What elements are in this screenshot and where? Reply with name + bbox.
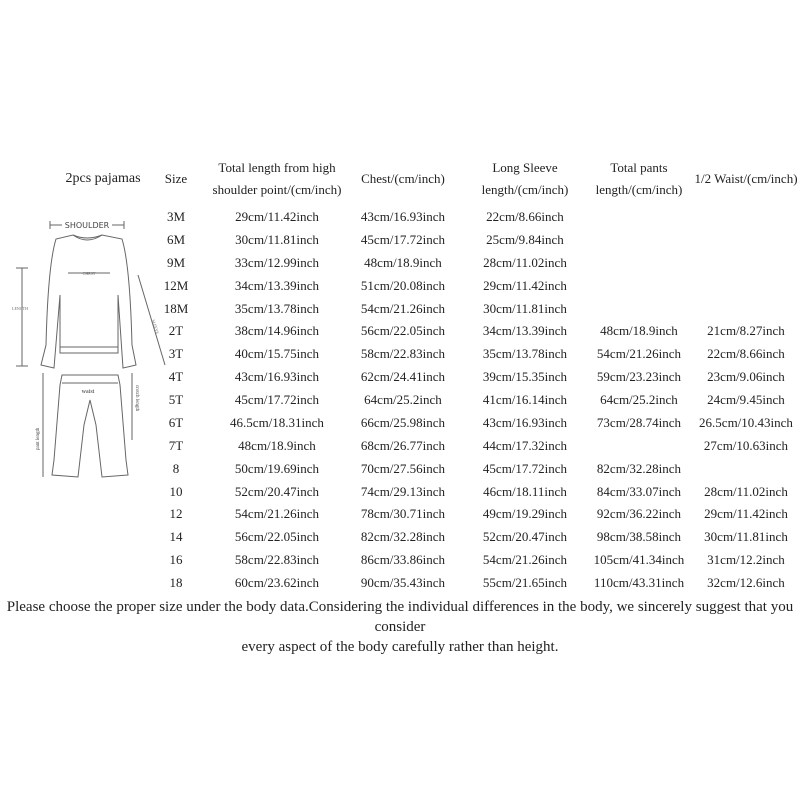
measurement-cell: 68cm/26.77inch (360, 437, 446, 453)
size-cell: 12 (169, 506, 183, 522)
waist-label: waist (81, 389, 95, 395)
measurement-cell: 45cm/17.72inch (482, 460, 568, 476)
measurement-cell: 27cm/10.63inch (703, 437, 789, 453)
measurement-cell: 50cm/19.69inch (234, 460, 320, 476)
product-label: 2pcs pajamas (65, 171, 141, 186)
measurement-cell: 46.5cm/18.31inch (230, 414, 324, 430)
size-cell: 7T (168, 437, 184, 453)
shoulder-label: SHOULDER (64, 221, 110, 230)
measurement-cell: 30cm/11.81inch (235, 231, 319, 247)
size-cell: 5T (168, 392, 184, 407)
size-cell: 3M (166, 209, 186, 224)
measurement-cell: 92cm/36.22inch (596, 506, 682, 522)
measurement-cell: 58cm/22.83inch (234, 552, 320, 568)
header-line: Total length from high (218, 160, 336, 175)
size-cell: 6M (166, 231, 186, 247)
measurement-cell: 22cm/8.66inch (707, 346, 785, 362)
length-label: LENGTH (12, 306, 28, 311)
header-line: shoulder point/(cm/inch) (212, 182, 342, 197)
measurement-cell: 33cm/12.99inch (234, 254, 320, 270)
measurement-cell: 52cm/20.47inch (234, 483, 320, 499)
measurement-cell: 24cm/9.45inch (707, 392, 785, 407)
measurement-cell: 86cm/33.86inch (360, 552, 446, 568)
measurement-cell: 43cm/16.93inch (360, 209, 446, 224)
measurement-cell: 22cm/8.66inch (486, 209, 564, 224)
measurement-cell: 54cm/21.26inch (482, 552, 568, 568)
measurement-cell: 49cm/19.29inch (482, 506, 568, 522)
measurement-cell: 54cm/21.26inch (360, 300, 446, 316)
header-size: Size (164, 171, 188, 186)
measurement-cell: 45cm/17.72inch (360, 231, 446, 247)
measurement-cell: 52cm/20.47inch (482, 529, 568, 545)
measurement-cell: 58cm/22.83inch (360, 346, 446, 362)
pajama-diagram-icon (10, 221, 170, 505)
measurement-cell: 43cm/16.93inch (234, 369, 320, 385)
measurement-cell: 70cm/27.56inch (360, 460, 446, 476)
header-line: Long Sleeve (492, 160, 558, 175)
measurement-cell: 30cm/11.81inch (483, 300, 567, 316)
measurement-cell: 105cm/41.34inch (593, 552, 685, 568)
measurement-cell: 56cm/22.05inch (360, 323, 446, 339)
measurement-cell: 41cm/16.14inch (482, 392, 568, 407)
size-cell: 6T (168, 414, 184, 430)
size-cell: 8 (172, 460, 180, 476)
header-line: length/(cm/inch) (481, 182, 569, 197)
header-line: Total pants (610, 160, 668, 175)
size-cell: 9M (166, 254, 186, 270)
measurement-cell: 44cm/17.32inch (482, 437, 568, 453)
pant-length-label: pant length (36, 427, 41, 450)
chest-label: CHEST (82, 271, 96, 276)
measurement-cell: 55cm/21.65inch (482, 575, 568, 590)
crotch-length-label: crotch length (134, 385, 139, 412)
measurement-cell: 39cm/15.35inch (482, 369, 568, 385)
measurement-cell: 74cm/29.13inch (360, 483, 446, 499)
size-cell: 10 (169, 483, 183, 499)
measurement-cell: 21cm/8.27inch (707, 323, 785, 339)
measurement-cell: 29cm/11.42inch (704, 506, 788, 522)
measurement-cell: 29cm/11.42inch (483, 277, 567, 293)
sleeve-label: SLEEVE (151, 318, 161, 335)
measurement-cell: 78cm/30.71inch (360, 506, 446, 522)
header-line: length/(cm/inch) (595, 182, 683, 197)
measurement-cell: 110cm/43.31inch (593, 575, 685, 590)
measurement-cell: 59cm/23.23inch (596, 369, 682, 385)
size-advice-note (0, 597, 800, 657)
measurement-cell: 73cm/28.74inch (596, 414, 682, 430)
measurement-cell: 26.5cm/10.43inch (699, 414, 793, 430)
measurement-cell: 31cm/12.2inch (707, 552, 785, 568)
header-waist: 1/2 Waist/(cm/inch) (694, 171, 798, 186)
size-cell: 3T (168, 346, 184, 362)
measurement-cell: 46cm/18.11inch (483, 483, 567, 499)
measurement-cell: 32cm/12.6inch (707, 575, 785, 590)
measurement-cell: 35cm/13.78inch (482, 346, 568, 362)
measurement-cell: 82cm/32.28inch (596, 460, 682, 476)
measurement-cell: 25cm/9.84inch (486, 231, 564, 247)
size-cell: 4T (168, 369, 184, 385)
size-cell: 14 (169, 529, 183, 545)
measurement-cell: 34cm/13.39inch (482, 323, 568, 339)
measurement-cell: 30cm/11.81inch (704, 529, 788, 545)
measurement-cell: 48cm/18.9inch (364, 254, 442, 270)
measurement-cell: 35cm/13.78inch (234, 300, 320, 316)
measurement-cell: 28cm/11.02inch (704, 483, 788, 499)
measurement-cell: 54cm/21.26inch (596, 346, 682, 362)
measurement-cell: 40cm/15.75inch (234, 346, 320, 362)
measurement-cell: 56cm/22.05inch (234, 529, 320, 545)
measurement-cell: 84cm/33.07inch (596, 483, 682, 499)
measurement-cell: 64cm/25.2inch (364, 392, 442, 407)
measurement-cell: 38cm/14.96inch (234, 323, 320, 339)
measurement-cell: 51cm/20.08inch (360, 277, 446, 293)
footer-line: Please choose the proper size under the body data.Considering the individual differences in the body, we sincerely suggest that you consider (6, 599, 794, 635)
measurement-cell: 82cm/32.28inch (360, 529, 446, 545)
size-cell: 2T (168, 323, 184, 339)
measurement-cell: 66cm/25.98inch (360, 414, 446, 430)
measurement-cell: 90cm/35.43inch (360, 575, 446, 590)
measurement-cell: 45cm/17.72inch (234, 392, 320, 407)
size-cell: 18M (163, 300, 189, 316)
measurement-cell: 23cm/9.06inch (707, 369, 785, 385)
header-total-length (213, 157, 342, 201)
size-cell: 12M (163, 277, 189, 293)
measurement-cell: 48cm/18.9inch (600, 323, 678, 339)
header-chest: Chest/(cm/inch) (361, 171, 445, 186)
measurement-cell: 62cm/24.41inch (360, 369, 446, 385)
header-sleeve (482, 157, 569, 201)
measurement-cell: 64cm/25.2inch (600, 392, 678, 407)
measurement-cell: 54cm/21.26inch (234, 506, 320, 522)
size-cell: 18 (169, 575, 183, 590)
size-cell: 16 (169, 552, 183, 568)
measurement-cell: 48cm/18.9inch (238, 437, 316, 453)
footer-line: every aspect of the body carefully rather than height. (241, 639, 559, 655)
measurement-cell: 60cm/23.62inch (234, 575, 320, 590)
measurement-cell: 29cm/11.42inch (235, 209, 319, 224)
measurement-cell: 43cm/16.93inch (482, 414, 568, 430)
measurement-cell: 98cm/38.58inch (596, 529, 682, 545)
measurement-cell: 34cm/13.39inch (234, 277, 320, 293)
header-pants-length (596, 157, 683, 201)
measurement-cell: 28cm/11.02inch (483, 254, 567, 270)
